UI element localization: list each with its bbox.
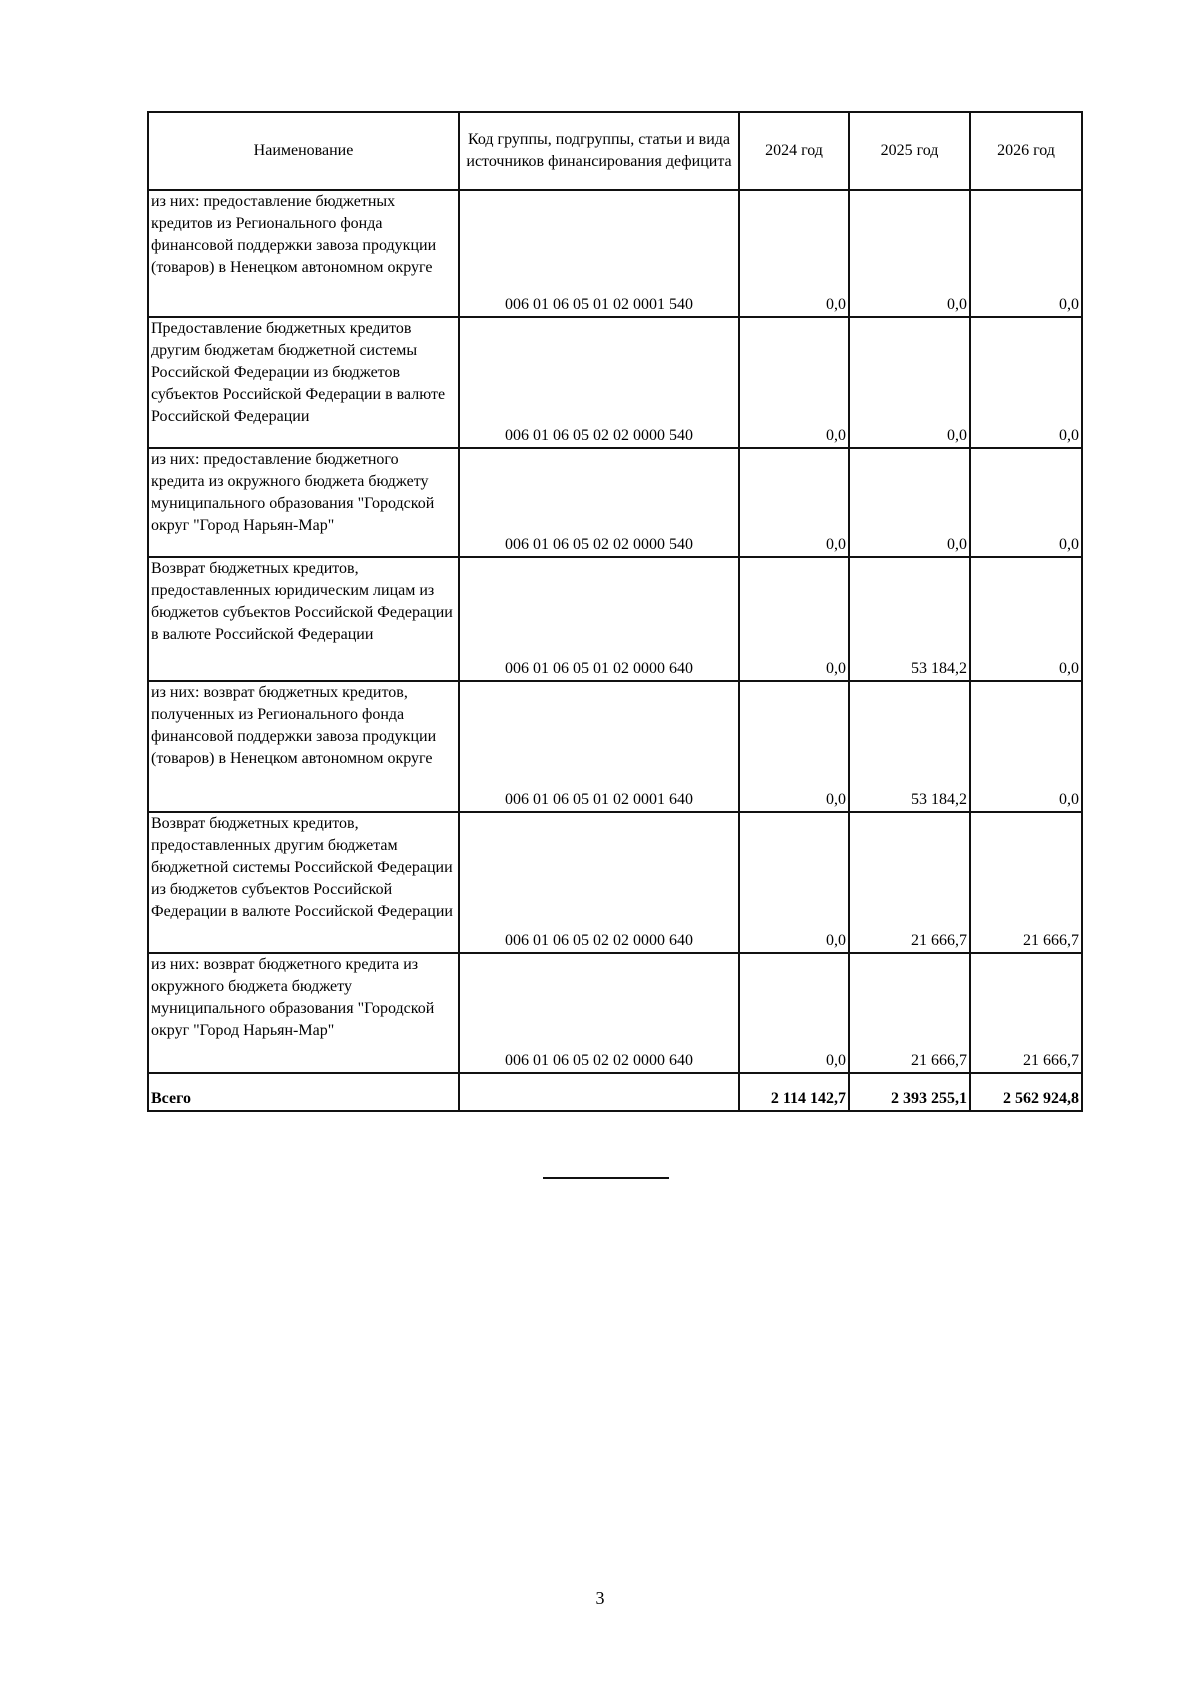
row-2026: 21 666,7 — [970, 812, 1082, 953]
row-code: 006 01 06 05 02 02 0000 540 — [459, 448, 739, 557]
row-name: из них: предоставление бюджетного кредита из окружного бюджета бюджету муниципального образования "Городской округ "Город Нарьян-Мар" — [148, 448, 459, 557]
total-label: Всего — [148, 1073, 459, 1111]
row-2025: 53 184,2 — [849, 557, 970, 681]
row-code: 006 01 06 05 02 02 0000 540 — [459, 317, 739, 448]
row-2024: 0,0 — [739, 681, 849, 812]
row-2026: 0,0 — [970, 317, 1082, 448]
row-code: 006 01 06 05 01 02 0000 640 — [459, 557, 739, 681]
row-2026: 0,0 — [970, 448, 1082, 557]
table-row — [148, 317, 1082, 448]
table-row — [148, 812, 1082, 953]
table-row — [148, 681, 1082, 812]
row-2024: 0,0 — [739, 953, 849, 1073]
row-2026: 0,0 — [970, 681, 1082, 812]
total-2024: 2 114 142,7 — [739, 1073, 849, 1111]
total-2025: 2 393 255,1 — [849, 1073, 970, 1111]
row-2025: 0,0 — [849, 317, 970, 448]
table-total-row — [148, 1073, 1082, 1111]
row-2026: 0,0 — [970, 557, 1082, 681]
total-code — [459, 1073, 739, 1111]
row-2025: 0,0 — [849, 448, 970, 557]
row-2024: 0,0 — [739, 317, 849, 448]
row-name: из них: предоставление бюджетных кредитов из Регионального фонда финансовой поддержки завоза продукции (товаров) в Ненецком автономном округе — [148, 190, 459, 317]
table-row — [148, 953, 1082, 1073]
header-2024: 2024 год — [739, 112, 849, 190]
row-name: Предоставление бюджетных кредитов другим бюджетам бюджетной системы Российской Федерации из бюджетов субъектов Российской Федерации в валюте Российской Федерации — [148, 317, 459, 448]
financing-sources-table — [147, 111, 1083, 1112]
page-number: 3 — [595, 1588, 605, 1608]
row-2024: 0,0 — [739, 557, 849, 681]
row-2026: 21 666,7 — [970, 953, 1082, 1073]
header-code: Код группы, подгруппы, статьи и вида источников финансирования дефицита — [459, 112, 739, 190]
header-name: Наименование — [148, 112, 459, 190]
header-2025: 2025 год — [849, 112, 970, 190]
row-2025: 53 184,2 — [849, 681, 970, 812]
row-code: 006 01 06 05 02 02 0000 640 — [459, 953, 739, 1073]
row-2024: 0,0 — [739, 448, 849, 557]
end-separator-line — [543, 1177, 669, 1179]
row-2024: 0,0 — [739, 812, 849, 953]
table-row — [148, 448, 1082, 557]
row-2025: 21 666,7 — [849, 812, 970, 953]
row-name: Возврат бюджетных кредитов, предоставленных другим бюджетам бюджетной системы Российской Федерации из бюджетов субъектов Российской Федерации в валюте Российской Федерации — [148, 812, 459, 953]
row-name: из них: возврат бюджетного кредита из окружного бюджета бюджету муниципального образования "Городской округ "Город Нарьян-Мар" — [148, 953, 459, 1073]
row-2025: 21 666,7 — [849, 953, 970, 1073]
table-header-row — [148, 112, 1082, 190]
row-name: Возврат бюджетных кредитов, предоставленных юридическим лицам из бюджетов субъектов Российской Федерации в валюте Российской Федерации — [148, 557, 459, 681]
row-code: 006 01 06 05 01 02 0001 540 — [459, 190, 739, 317]
row-2025: 0,0 — [849, 190, 970, 317]
header-2026: 2026 год — [970, 112, 1082, 190]
total-2026: 2 562 924,8 — [970, 1073, 1082, 1111]
row-code: 006 01 06 05 02 02 0000 640 — [459, 812, 739, 953]
row-2024: 0,0 — [739, 190, 849, 317]
row-name: из них: возврат бюджетных кредитов, полученных из Регионального фонда финансовой поддержки завоза продукции (товаров) в Ненецком автономном округе — [148, 681, 459, 812]
table-row — [148, 557, 1082, 681]
row-code: 006 01 06 05 01 02 0001 640 — [459, 681, 739, 812]
row-2026: 0,0 — [970, 190, 1082, 317]
table-row — [148, 190, 1082, 317]
